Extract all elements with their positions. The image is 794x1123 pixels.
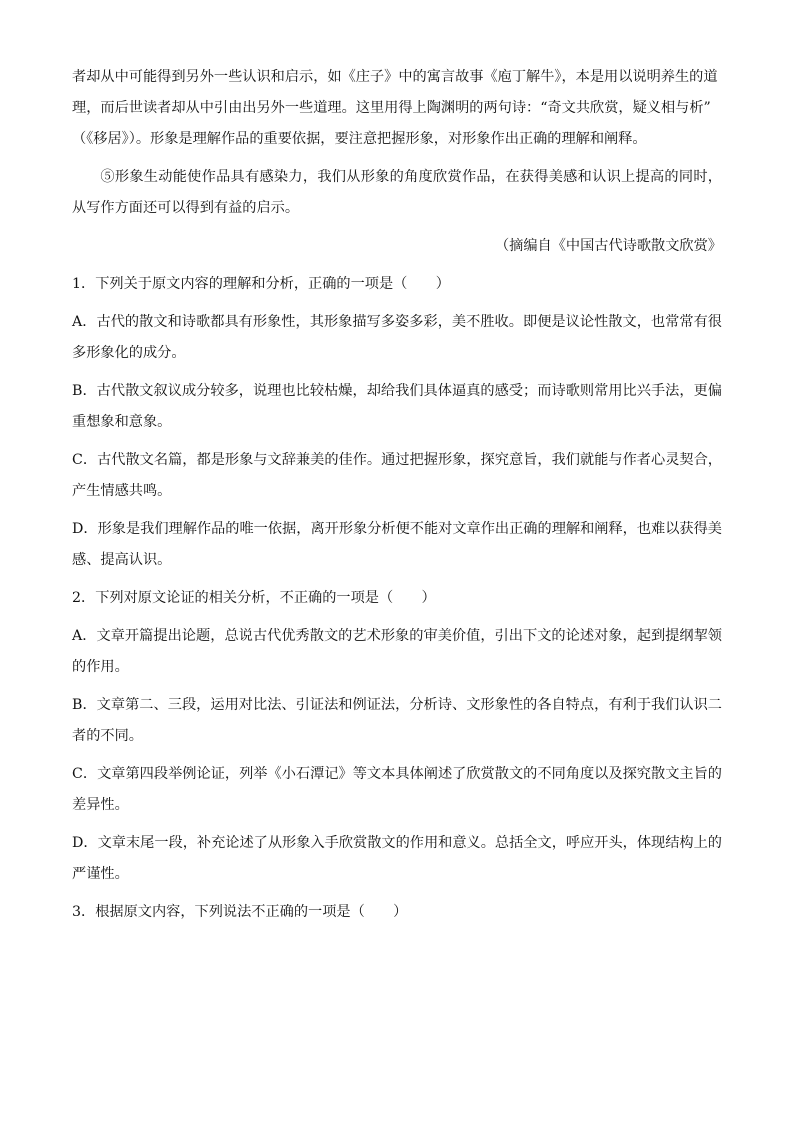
passage-paragraph-continued	[72, 62, 722, 155]
option-d: D．形象是我们理解作品的唯一依据，离开形象分析便不能对文章作出正确的理解和阐释，也难以获得美感、提高认识。	[72, 521, 722, 568]
passage-line: （《移居》）。形象是理解作品的重要依据，要注意把握形象，对形象作出正确的理解和阐释。	[72, 131, 647, 147]
passage-paragraph-5: ⑤形象生动能使作品具有感染力，我们从形象的角度欣赏作品，在获得美感和认识上提高的同时，从写作方面还可以得到有益的启示。	[72, 169, 722, 216]
option-b: B．文章第二、三段，运用对比法、引证法和例证法，分析诗、文形象性的各自特点，有利于我们认识二者的不同。	[72, 697, 722, 744]
passage-line: 理，而后世读者却从中引由出另外一些道理。这里用得上陶渊明的两句诗：“奇文共欣赏，疑义相与析”	[72, 100, 711, 116]
document-page	[72, 62, 722, 935]
option-a: A．文章开篇提出论题，总说古代优秀散文的艺术形象的审美价值，引出下文的论述对象，起到提纲挈领的作用。	[72, 628, 722, 675]
question-stem: 3．根据原文内容，下列说法不正确的一项是（ ）	[72, 904, 408, 920]
passage-line: 者却从中可能得到另外一些认识和启示，如《庄子》中的寓言故事《庖丁解牛》，本是用以说明养生的道	[72, 69, 718, 85]
option-b: B．古代散文叙议成分较多，说理也比较枯燥，却给我们具体逼真的感受；而诗歌则常用比兴手法，更偏重想象和意象。	[72, 383, 722, 430]
option-a: A．古代的散文和诗歌都具有形象性，其形象描写多姿多彩，美不胜收。即便是议论性散文，也常常有很多形象化的成分。	[72, 314, 722, 361]
option-c: C．古代散文名篇，都是形象与文辞兼美的佳作。通过把握形象，探究意旨，我们就能与作者心灵契合，产生情感共鸣。	[72, 452, 722, 499]
question-stem: 1．下列关于原文内容的理解和分析，正确的一项是（ ）	[72, 276, 450, 292]
option-c: C．文章第四段举例论证，列举《小石潭记》等文本具体阐述了欣赏散文的不同角度以及探究散文主旨的差异性。	[72, 766, 722, 813]
option-d: D．文章末尾一段，补充论述了从形象入手欣赏散文的作用和意义。总括全文，呼应开头，体现结构上的严谨性。	[72, 835, 722, 882]
question-stem: 2．下列对原文论证的相关分析，不正确的一项是（ ）	[72, 590, 436, 606]
source-citation: （摘编自《中国古代诗歌散文欣赏》	[494, 238, 722, 254]
